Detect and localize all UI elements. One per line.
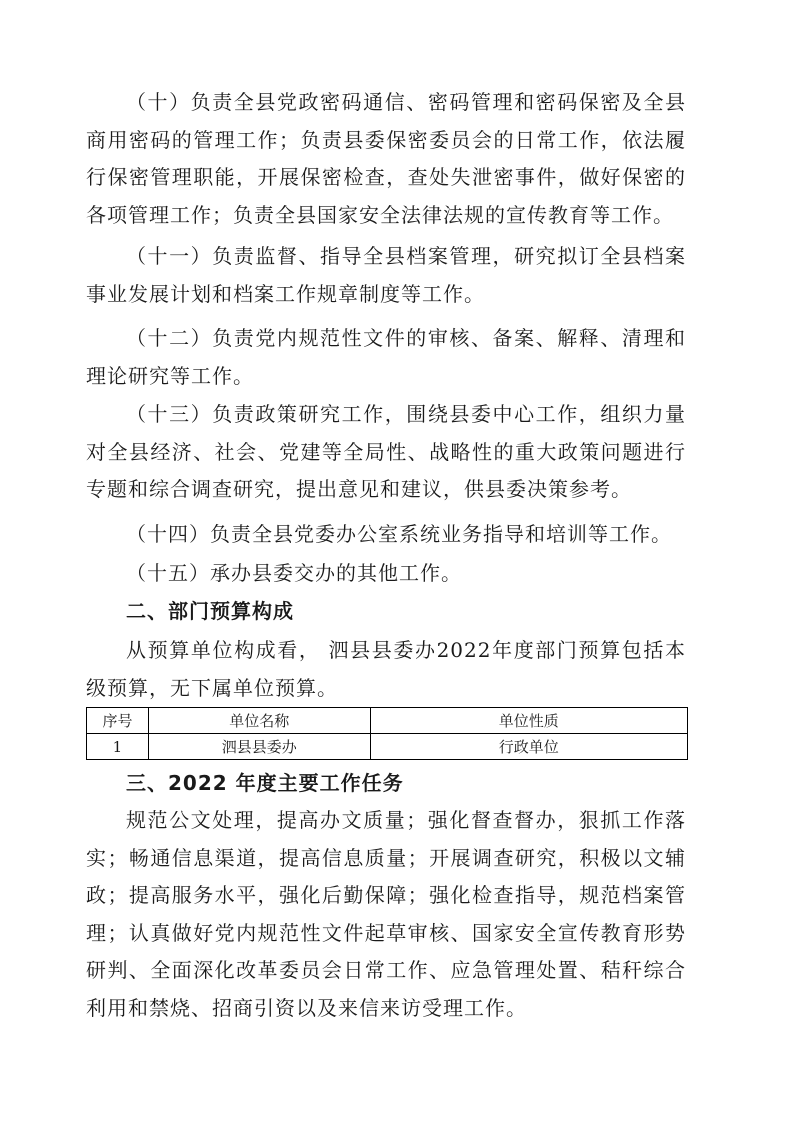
- paragraph-duty-11: （十一）负责监督、指导全县档案管理，研究拟订全县档案事业发展计划和档案工作规章制度等工作。: [86, 244, 686, 306]
- paragraph-main-tasks: 规范公文处理，提高办文质量；强化督查督办，狠抓工作落实；畅通信息渠道，提高信息质量；开展调查研究，积极以文辅政；提高服务水平，强化后勤保障；强化检查指导，规范档案管理；认真做好党内规范性文件起草审核、国家安全宣传教育形势研判、全面深化改革委员会日常工作、应急管理处置、秸秆综合利用和禁烧、招商引资以及来信来访受理工作。: [86, 808, 686, 1020]
- table-row: [87, 734, 688, 760]
- table-header-row: [87, 708, 688, 734]
- budget-unit-table: [86, 707, 688, 760]
- cell-serial-number: 1: [87, 734, 149, 760]
- header-serial-number: 序号: [87, 708, 149, 734]
- section-heading-main-tasks: 三、2022 年度主要工作任务: [126, 771, 404, 795]
- paragraph-budget-composition: 从预算单位构成看， 泗县县委办2022年度部门预算包括本级预算，无下属单位预算。: [86, 638, 686, 700]
- paragraph-duty-13: （十三）负责政策研究工作，围绕县委中心工作，组织力量对全县经济、社会、党建等全局性、战略性的重大政策问题进行专题和综合调查研究，提出意见和建议，供县委决策参考。: [86, 402, 686, 502]
- paragraph-duty-15: （十五）承办县委交办的其他工作。: [126, 561, 462, 585]
- paragraph-duty-14: （十四）负责全县党委办公室系统业务指导和培训等工作。: [126, 522, 672, 546]
- cell-unit-name: 泗县县委办: [148, 734, 370, 760]
- paragraph-duty-10: （十）负责全县党政密码通信、密码管理和密码保密及全县商用密码的管理工作；负责县委保密委员会的日常工作，依法履行保密管理职能，开展保密检查，查处失泄密事件，做好保密的各项管理工作；负责全县国家安全法律法规的宣传教育等工作。: [86, 90, 686, 227]
- cell-unit-nature: 行政单位: [370, 734, 687, 760]
- section-heading-budget-composition: 二、部门预算构成: [126, 599, 294, 623]
- header-unit-nature: 单位性质: [370, 708, 687, 734]
- paragraph-duty-12: （十二）负责党内规范性文件的审核、备案、解释、清理和理论研究等工作。: [86, 326, 686, 388]
- header-unit-name: 单位名称: [148, 708, 370, 734]
